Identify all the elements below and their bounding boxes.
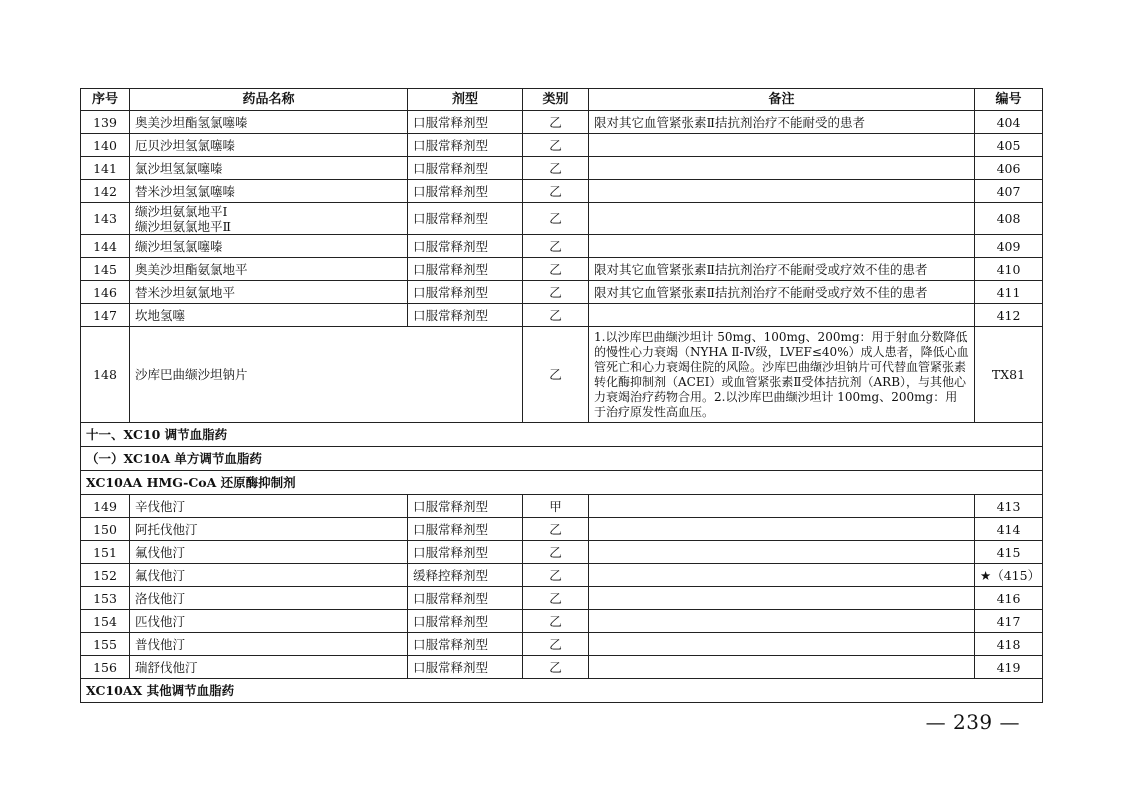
cell-name-line: 缬沙坦氨氯地平Ⅱ — [135, 218, 231, 234]
cell-category: 乙 — [523, 633, 589, 656]
cell-form: 口服常释剂型 — [408, 281, 523, 304]
cell-form: 口服常释剂型 — [408, 541, 523, 564]
cell-form: 缓释控释剂型 — [408, 564, 523, 587]
cell-name: 沙库巴曲缬沙坦钠片 — [130, 327, 523, 423]
cell-name: 奥美沙坦酯氢氯噻嗪 — [130, 111, 408, 134]
cell-name: 缬沙坦氢氯噻嗪 — [130, 235, 408, 258]
cell-no: 146 — [81, 281, 130, 304]
cell-note — [589, 518, 975, 541]
cell-category: 乙 — [523, 203, 589, 235]
cell-code: TX81 — [975, 327, 1043, 423]
table-row — [81, 495, 1043, 518]
table-row — [81, 304, 1043, 327]
cell-no: 143 — [81, 203, 130, 235]
cell-category: 乙 — [523, 180, 589, 203]
header-name: 药品名称 — [130, 89, 408, 111]
header-no: 序号 — [81, 89, 130, 111]
section-header-row — [81, 447, 1043, 471]
header-category: 类别 — [523, 89, 589, 111]
cell-code: 411 — [975, 281, 1043, 304]
table-row — [81, 134, 1043, 157]
cell-category: 乙 — [523, 157, 589, 180]
cell-name: 阿托伐他汀 — [130, 518, 408, 541]
cell-note: 限对其它血管紧张素Ⅱ拮抗剂治疗不能耐受或疗效不佳的患者 — [589, 258, 975, 281]
table-row — [81, 564, 1043, 587]
cell-code: 413 — [975, 495, 1043, 518]
cell-no: 142 — [81, 180, 130, 203]
cell-category: 乙 — [523, 656, 589, 679]
table-row — [81, 518, 1043, 541]
cell-code: 406 — [975, 157, 1043, 180]
cell-category: 乙 — [523, 258, 589, 281]
cell-category: 乙 — [523, 304, 589, 327]
cell-note — [589, 304, 975, 327]
cell-no: 139 — [81, 111, 130, 134]
cell-no: 145 — [81, 258, 130, 281]
cell-form: 口服常释剂型 — [408, 518, 523, 541]
cell-note — [589, 157, 975, 180]
header-note: 备注 — [589, 89, 975, 111]
header-form: 剂型 — [408, 89, 523, 111]
cell-name: 氯沙坦氢氯噻嗪 — [130, 157, 408, 180]
cell-code: 405 — [975, 134, 1043, 157]
cell-name: 替米沙坦氢氯噻嗪 — [130, 180, 408, 203]
cell-category: 乙 — [523, 327, 589, 423]
section-title: XC10AA HMG-CoA 还原酶抑制剂 — [81, 471, 1043, 495]
cell-code: 419 — [975, 656, 1043, 679]
cell-note — [589, 235, 975, 258]
table-row — [81, 258, 1043, 281]
cell-name: 氟伐他汀 — [130, 541, 408, 564]
cell-no: 154 — [81, 610, 130, 633]
table-row — [81, 235, 1043, 258]
cell-form: 口服常释剂型 — [408, 235, 523, 258]
cell-no: 155 — [81, 633, 130, 656]
cell-note — [589, 203, 975, 235]
cell-note: 限对其它血管紧张素Ⅱ拮抗剂治疗不能耐受的患者 — [589, 111, 975, 134]
cell-no: 149 — [81, 495, 130, 518]
header-code: 编号 — [975, 89, 1043, 111]
cell-form: 口服常释剂型 — [408, 304, 523, 327]
section-title: XC10AX 其他调节血脂药 — [81, 679, 1043, 703]
cell-name: 坎地氢噻 — [130, 304, 408, 327]
cell-category: 乙 — [523, 564, 589, 587]
cell-category: 乙 — [523, 281, 589, 304]
drug-table — [80, 88, 1043, 703]
table-header-row — [81, 89, 1043, 111]
table-row — [81, 633, 1043, 656]
cell-code: 412 — [975, 304, 1043, 327]
cell-note — [589, 541, 975, 564]
cell-no: 140 — [81, 134, 130, 157]
table-row — [81, 541, 1043, 564]
page-number: — 239 — — [925, 710, 1020, 734]
cell-no: 147 — [81, 304, 130, 327]
table-row — [81, 157, 1043, 180]
cell-no: 150 — [81, 518, 130, 541]
cell-note — [589, 633, 975, 656]
cell-category: 乙 — [523, 111, 589, 134]
cell-code: 418 — [975, 633, 1043, 656]
cell-no: 153 — [81, 587, 130, 610]
cell-note — [589, 656, 975, 679]
section-header-row — [81, 679, 1043, 703]
cell-code: 417 — [975, 610, 1043, 633]
cell-no: 151 — [81, 541, 130, 564]
cell-form: 口服常释剂型 — [408, 203, 523, 235]
cell-form: 口服常释剂型 — [408, 157, 523, 180]
cell-note — [589, 610, 975, 633]
cell-name: 辛伐他汀 — [130, 495, 408, 518]
cell-category: 乙 — [523, 518, 589, 541]
cell-form: 口服常释剂型 — [408, 656, 523, 679]
table-row — [81, 327, 1043, 423]
section-header-row — [81, 423, 1043, 447]
cell-code: 415 — [975, 541, 1043, 564]
cell-name: 普伐他汀 — [130, 633, 408, 656]
table-row — [81, 281, 1043, 304]
cell-form: 口服常释剂型 — [408, 633, 523, 656]
table-row — [81, 587, 1043, 610]
cell-name: 瑞舒伐他汀 — [130, 656, 408, 679]
cell-name: 厄贝沙坦氢氯噻嗪 — [130, 134, 408, 157]
cell-code: 408 — [975, 203, 1043, 235]
cell-form: 口服常释剂型 — [408, 258, 523, 281]
cell-note — [589, 564, 975, 587]
cell-note: 限对其它血管紧张素Ⅱ拮抗剂治疗不能耐受或疗效不佳的患者 — [589, 281, 975, 304]
section-title: 十一、XC10 调节血脂药 — [81, 423, 1043, 447]
cell-note — [589, 495, 975, 518]
cell-form: 口服常释剂型 — [408, 134, 523, 157]
cell-form: 口服常释剂型 — [408, 180, 523, 203]
cell-code: 404 — [975, 111, 1043, 134]
cell-form: 口服常释剂型 — [408, 495, 523, 518]
table-row — [81, 180, 1043, 203]
cell-note — [589, 180, 975, 203]
cell-note: 1.以沙库巴曲缬沙坦计 50mg、100mg、200mg：用于射血分数降低的慢性心力衰竭（NYHA Ⅱ-Ⅳ级，LVEF≤40%）成人患者，降低心血管死亡和心力衰竭住院的风险。沙库巴曲缬沙坦钠片可代替血管紧张素转化酶抑制剂（ACEI）或血管紧张素Ⅱ受体拮抗剂（ARB），与其他心力衰竭治疗药物合用。2.以沙库巴曲缬沙坦计 100mg、200mg：用于治疗原发性高血压。 — [589, 327, 975, 423]
cell-form: 口服常释剂型 — [408, 587, 523, 610]
table-row — [81, 610, 1043, 633]
cell-no: 148 — [81, 327, 130, 423]
cell-name: 洛伐他汀 — [130, 587, 408, 610]
cell-category: 乙 — [523, 610, 589, 633]
cell-code: 409 — [975, 235, 1043, 258]
cell-name-line: 缬沙坦氨氯地平Ⅰ — [135, 203, 228, 219]
cell-no: 156 — [81, 656, 130, 679]
cell-no: 152 — [81, 564, 130, 587]
cell-code: 407 — [975, 180, 1043, 203]
cell-name: 替米沙坦氨氯地平 — [130, 281, 408, 304]
cell-code: 414 — [975, 518, 1043, 541]
table-row — [81, 656, 1043, 679]
cell-category: 乙 — [523, 587, 589, 610]
section-title: （一）XC10A 单方调节血脂药 — [81, 447, 1043, 471]
cell-category: 乙 — [523, 134, 589, 157]
cell-code: 410 — [975, 258, 1043, 281]
table-row — [81, 203, 1043, 235]
cell-form: 口服常释剂型 — [408, 111, 523, 134]
cell-name: 氟伐他汀 — [130, 564, 408, 587]
section-header-row — [81, 471, 1043, 495]
cell-code: 416 — [975, 587, 1043, 610]
cell-form: 口服常释剂型 — [408, 610, 523, 633]
cell-note — [589, 587, 975, 610]
cell-note — [589, 134, 975, 157]
cell-no: 141 — [81, 157, 130, 180]
cell-name: 奥美沙坦酯氨氯地平 — [130, 258, 408, 281]
cell-code: ★（415） — [975, 564, 1043, 587]
table-row — [81, 111, 1043, 134]
cell-category: 乙 — [523, 541, 589, 564]
cell-name — [130, 203, 408, 235]
cell-category: 乙 — [523, 235, 589, 258]
cell-category: 甲 — [523, 495, 589, 518]
cell-name: 匹伐他汀 — [130, 610, 408, 633]
cell-no: 144 — [81, 235, 130, 258]
